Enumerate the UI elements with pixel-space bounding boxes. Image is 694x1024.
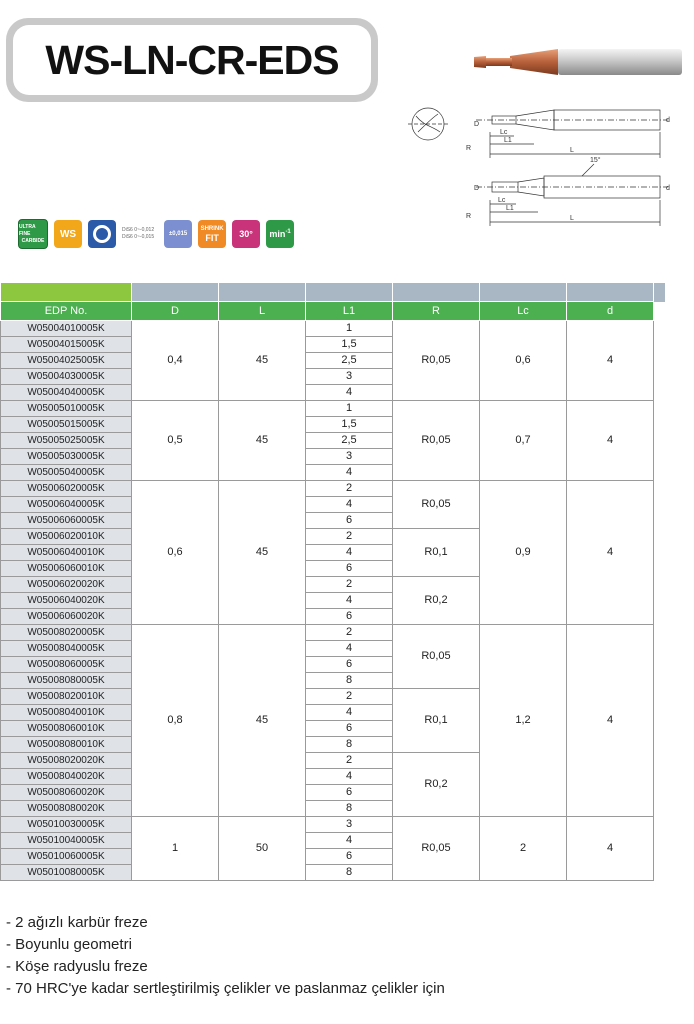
edp-cell: W05008080020K [1, 801, 132, 817]
l1-cell: 6 [306, 513, 393, 529]
edp-cell: W05008040010K [1, 705, 132, 721]
shank-d-cell: 4 [567, 625, 654, 817]
shrink-line2: FIT [205, 233, 219, 243]
l1-cell: 6 [306, 785, 393, 801]
edp-cell: W05010060005K [1, 849, 132, 865]
l-cell: 45 [219, 625, 306, 817]
label-r-lower: R [466, 213, 472, 220]
l1-cell: 6 [306, 721, 393, 737]
edp-cell: W05004025005K [1, 353, 132, 369]
edp-cell: W05008020005K [1, 625, 132, 641]
label-l-upper: L [570, 147, 574, 154]
ring-icon [93, 225, 111, 243]
l-cell: 45 [219, 321, 306, 401]
title-inner [13, 25, 371, 95]
edp-cell: W05005010005K [1, 401, 132, 417]
edp-cell: W05010080005K [1, 865, 132, 881]
l-cell: 50 [219, 817, 306, 881]
edp-cell: W05006020010K [1, 529, 132, 545]
table-row [1, 401, 666, 417]
l1-cell: 8 [306, 737, 393, 753]
header-r: R [393, 302, 480, 321]
shank-d-cell: 4 [567, 321, 654, 401]
l1-cell: 1,5 [306, 337, 393, 353]
label-lc-lower: Lc [498, 197, 506, 204]
ws-coating-icon [54, 220, 82, 248]
l1-cell: 2,5 [306, 353, 393, 369]
tool-photo [470, 44, 685, 80]
lc-cell: 2 [480, 817, 567, 881]
l1-cell: 2 [306, 689, 393, 705]
min-label: $\min^{-1}$ [269, 229, 291, 239]
edp-cell: W05008020010K [1, 689, 132, 705]
header-edp: EDP No. [1, 302, 132, 321]
technical-drawing [404, 96, 690, 236]
edp-cell: W05010040005K [1, 833, 132, 849]
edp-cell: W05006020005K [1, 481, 132, 497]
tol-line2: DiS6 0~-0,015 [122, 234, 155, 240]
table-row [1, 481, 666, 497]
l1-cell: 3 [306, 369, 393, 385]
feature-list [6, 912, 445, 1000]
tol-line1: DiS6 0~-0,012 [122, 227, 155, 233]
l1-cell: 2 [306, 481, 393, 497]
l1-cell: 8 [306, 673, 393, 689]
title-frame [6, 18, 378, 102]
edp-cell: W05006040020K [1, 593, 132, 609]
table-row [1, 625, 666, 641]
label-shank-lower: d [666, 185, 670, 192]
label-l1-upper: L1 [504, 137, 512, 144]
lc-cell: 0,7 [480, 401, 567, 481]
label-l1-lower: L1 [506, 205, 514, 212]
feature-item: - Boyunlu geometri [6, 936, 132, 953]
carbide-line1: ULTRA FINE [19, 223, 36, 237]
edp-cell: W05008060020K [1, 785, 132, 801]
r-cell: R0,05 [393, 625, 480, 689]
r-cell: R0,2 [393, 577, 480, 625]
edp-cell: W05005025005K [1, 433, 132, 449]
edp-cell: W05004040005K [1, 385, 132, 401]
l1-cell: 4 [306, 833, 393, 849]
l1-cell: 2 [306, 753, 393, 769]
header-lc: Lc [480, 302, 567, 321]
l-cell: 45 [219, 481, 306, 625]
lc-cell: 0,6 [480, 321, 567, 401]
l1-cell: 2 [306, 577, 393, 593]
edp-cell: W05006040010K [1, 545, 132, 561]
rpm-icon [266, 220, 294, 248]
l1-cell: 3 [306, 449, 393, 465]
header-shank-d: d [567, 302, 654, 321]
carbide-icon [18, 219, 48, 249]
table-top-bar [1, 283, 666, 302]
page-title: WS-LN-CR-EDS [45, 36, 339, 83]
carbide-line2: CARBIDE [21, 237, 45, 244]
edp-cell: W05006040005K [1, 497, 132, 513]
label-r-upper: R [466, 145, 472, 152]
r-cell: R0,1 [393, 529, 480, 577]
edp-cell: W05008080005K [1, 673, 132, 689]
l1-cell: 4 [306, 705, 393, 721]
ws-label: WS [59, 228, 77, 240]
edp-cell: W05004015005K [1, 337, 132, 353]
header-l1: L1 [306, 302, 393, 321]
header-d: D [132, 302, 219, 321]
l1-cell: 2,5 [306, 433, 393, 449]
l1-cell: 6 [306, 657, 393, 673]
l1-cell: 4 [306, 465, 393, 481]
label-d-lower: D [474, 185, 480, 192]
radius-tolerance-icon [164, 220, 192, 248]
edp-cell: W05008080010K [1, 737, 132, 753]
shrink-fit-icon [198, 220, 226, 248]
spec-table-body [1, 283, 666, 881]
d-cell: 1 [132, 817, 219, 881]
l1-cell: 1 [306, 321, 393, 337]
edp-cell: W05006060005K [1, 513, 132, 529]
r-cell: R0,05 [393, 401, 480, 481]
edp-cell: W05008060010K [1, 721, 132, 737]
feature-item: - 70 HRC'ye kadar sertleştirilmiş çelikler ve paslanmaz çelikler için [6, 980, 445, 997]
feature-item: - Köşe radyuslu freze [6, 958, 148, 975]
d-cell: 0,8 [132, 625, 219, 817]
edp-cell: W05004030005K [1, 369, 132, 385]
label-angle: 15° [590, 157, 601, 164]
l1-cell: 6 [306, 849, 393, 865]
l1-cell: 8 [306, 865, 393, 881]
d-cell: 0,5 [132, 401, 219, 481]
shank-d-cell: 4 [567, 401, 654, 481]
table-row [1, 321, 666, 337]
edp-cell: W05010030005K [1, 817, 132, 833]
l1-cell: 6 [306, 609, 393, 625]
edp-cell: W05005015005K [1, 417, 132, 433]
helix-angle-icon [232, 220, 260, 248]
l1-cell: 3 [306, 817, 393, 833]
edp-cell: W05006060020K [1, 609, 132, 625]
l1-cell: 6 [306, 561, 393, 577]
edp-cell: W05004010005K [1, 321, 132, 337]
edp-cell: W05008040005K [1, 641, 132, 657]
label-shank-upper: d [666, 117, 670, 124]
label-d-upper: D [474, 121, 480, 128]
r-cell: R0,1 [393, 689, 480, 753]
edp-cell: W05006020020K [1, 577, 132, 593]
shank-d-cell: 4 [567, 481, 654, 625]
l1-cell: 4 [306, 593, 393, 609]
l1-cell: 4 [306, 545, 393, 561]
angle-label: 30° [239, 229, 253, 239]
l1-cell: 2 [306, 625, 393, 641]
l1-cell: 1,5 [306, 417, 393, 433]
tolerance-text [122, 227, 154, 241]
d-cell: 0,6 [132, 481, 219, 625]
edp-cell: W05008040020K [1, 769, 132, 785]
spec-table [0, 282, 666, 881]
d-cell: 0,4 [132, 321, 219, 401]
table-row [1, 817, 666, 833]
label-lc-upper: Lc [500, 129, 508, 136]
l1-cell: 4 [306, 385, 393, 401]
edp-cell: W05008020020K [1, 753, 132, 769]
label-l-lower: L [570, 215, 574, 222]
lc-cell: 0,9 [480, 481, 567, 625]
edp-cell: W05005030005K [1, 449, 132, 465]
r-cell: R0,2 [393, 753, 480, 817]
l1-cell: 1 [306, 401, 393, 417]
table-header [1, 302, 666, 321]
header-l: L [219, 302, 306, 321]
lc-cell: 1,2 [480, 625, 567, 817]
shank-d-cell: 4 [567, 817, 654, 881]
shrink-line1: SHRINK [200, 226, 224, 232]
feature-item: - 2 ağızlı karbür freze [6, 914, 148, 931]
l1-cell: 4 [306, 769, 393, 785]
edp-cell: W05008060005K [1, 657, 132, 673]
l1-cell: 2 [306, 529, 393, 545]
l1-cell: 8 [306, 801, 393, 817]
tol-icon-label: ±0,015 [168, 231, 188, 237]
r-cell: R0,05 [393, 321, 480, 401]
r-cell: R0,05 [393, 481, 480, 529]
edp-cell: W05006060010K [1, 561, 132, 577]
tolerance-shape-icon [88, 220, 116, 248]
l1-cell: 4 [306, 497, 393, 513]
l-cell: 45 [219, 401, 306, 481]
feature-icons [18, 218, 300, 250]
l1-cell: 4 [306, 641, 393, 657]
edp-cell: W05005040005K [1, 465, 132, 481]
r-cell: R0,05 [393, 817, 480, 881]
